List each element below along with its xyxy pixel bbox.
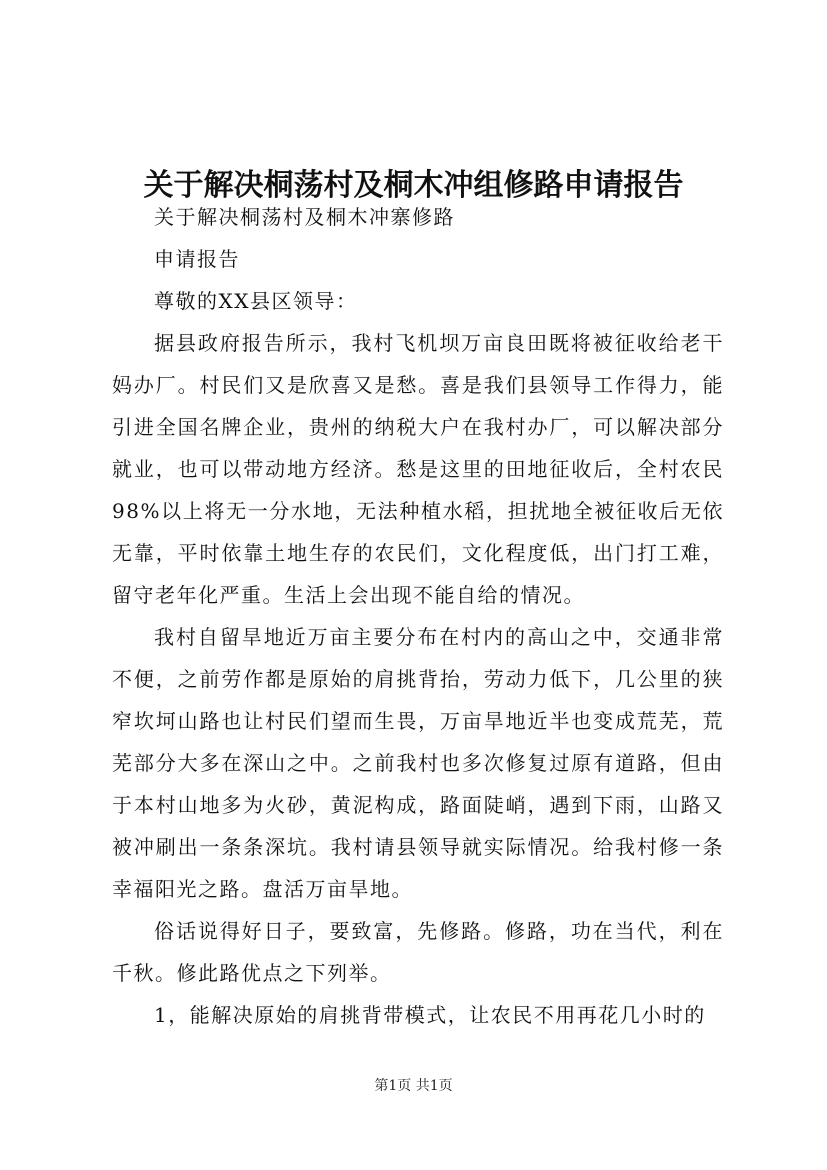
paragraph-road-situation: 我村自留旱地近万亩主要分布在村内的高山之中，交通非常不便，之前劳作都是原始的肩挑背抬，劳动力低下，几公里的狭窄坎坷山路也让村民们望而生畏，万亩旱地近半也变成荒芜，荒芜部分大多在深山之中。之前我村也多次修复过原有道路，但由于本村山地多为火砂，黄泥构成，路面陡峭，遇到下雨，山路又被冲刷出一条条深坑。我村请县领导就实际情况。给我村修一条幸福阳光之路。盘活万亩旱地。 bbox=[112, 625, 724, 901]
document-title: 关于解决桐荡村及桐木冲组修路申请报告 bbox=[143, 168, 684, 204]
paragraph-background: 据县政府报告所示，我村飞机坝万亩良田既将被征收给老干妈办厂。村民们又是欣喜又是愁。喜是我们县领导工作得力，能引进全国名牌企业，贵州的纳税大户在我村办厂，可以解决部分就业，也可以带动地方经济。愁是这里的田地征收后，全村农民98%以上将无一分水地，无法种植水稻，担扰地全被征收后无依无靠，平时依靠土地生存的农民们，文化程度低，出门打工难，留守老年化严重。生活上会出现不能自给的情况。 bbox=[112, 331, 724, 607]
paragraph-salutation: 尊敬的XX县区领导： bbox=[154, 289, 358, 313]
page-number-label: 第1页 共1页 bbox=[374, 1078, 453, 1094]
paragraph-benefit-1: 1，能解决原始的肩挑背带模式，让农民不用再花几小时的 bbox=[154, 1003, 706, 1027]
paragraph-subtitle-line-1: 关于解决桐荡村及桐木冲寨修路 bbox=[154, 205, 455, 229]
paragraph-subtitle-line-2: 申请报告 bbox=[154, 247, 240, 271]
paragraph-proverb: 俗话说得好日子，要致富，先修路。修路，功在当代，利在千秋。修此路优点之下列举。 bbox=[112, 919, 724, 985]
page-footer bbox=[0, 1076, 827, 1096]
document-body bbox=[112, 196, 724, 1036]
